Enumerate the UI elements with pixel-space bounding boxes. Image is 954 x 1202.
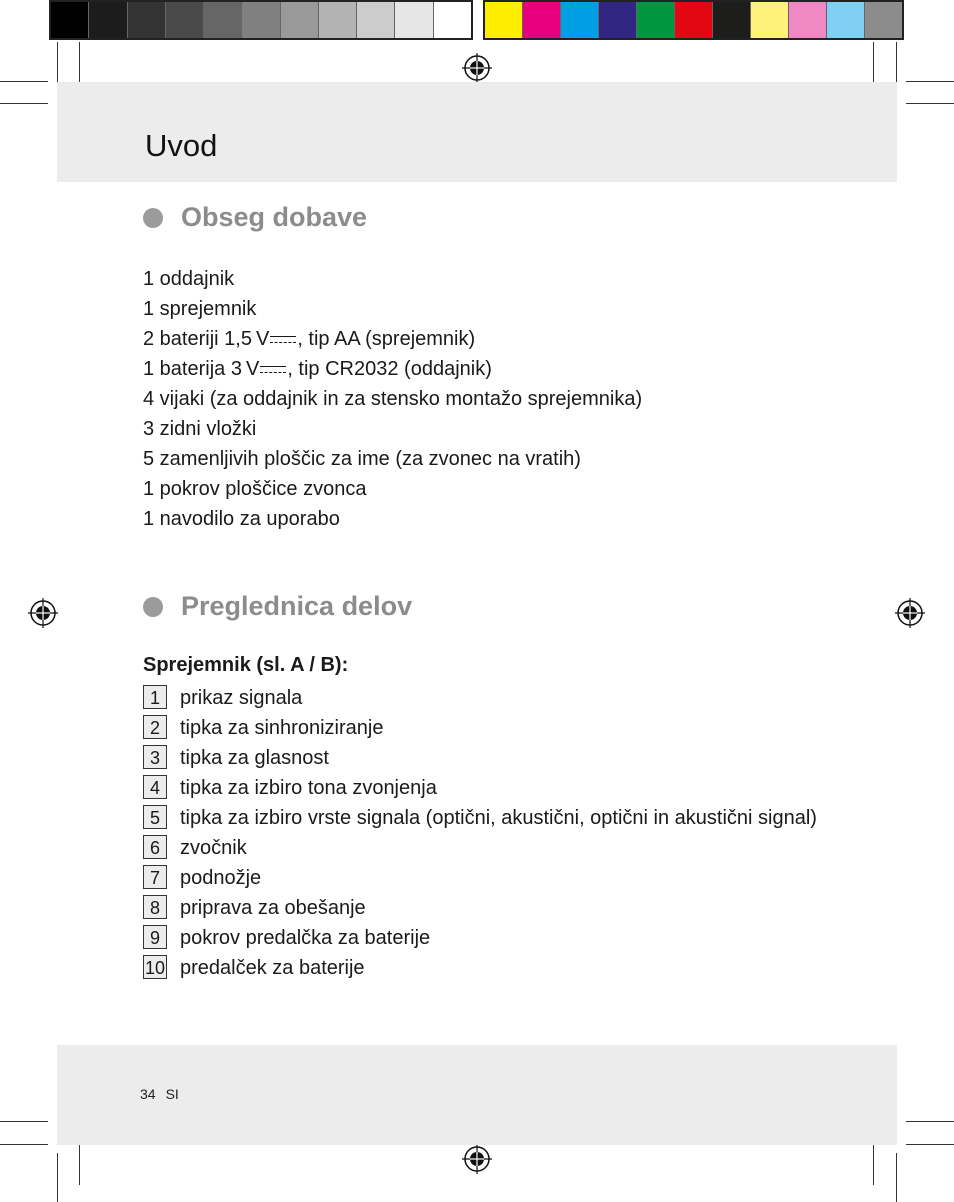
part-label: tipka za sinhroniziranje	[180, 717, 384, 739]
gray-swatch	[51, 2, 88, 38]
grayscale-calibration-bar	[49, 0, 473, 40]
section-title-text: Preglednica delov	[181, 591, 413, 621]
registration-mark-icon	[28, 598, 58, 628]
page-number: 34	[140, 1086, 156, 1102]
part-item	[143, 773, 843, 803]
registration-mark-icon	[462, 53, 492, 83]
gray-swatch	[127, 2, 165, 38]
part-label: tipka za izbiro vrste signala (optični, akustični, optični in akustični signal)	[180, 807, 817, 829]
color-swatch	[485, 2, 522, 38]
crop-mark	[57, 42, 58, 82]
part-number-badge: 10	[143, 955, 167, 979]
part-label: tipka za izbiro tona zvonjenja	[180, 777, 437, 799]
part-label: zvočnik	[180, 837, 247, 859]
part-item	[143, 803, 843, 833]
crop-mark	[0, 1144, 48, 1145]
page-footer	[140, 1086, 179, 1102]
part-number-badge: 1	[143, 685, 167, 709]
part-item	[143, 743, 843, 773]
color-swatch	[636, 2, 674, 38]
list-item: 1 baterija 3 V , tip CR2032 (oddajnik)	[143, 358, 492, 380]
crop-mark	[0, 81, 48, 82]
crop-mark	[906, 1144, 954, 1145]
parts-list	[143, 683, 843, 983]
gray-swatch	[433, 2, 471, 38]
color-swatch	[788, 2, 826, 38]
crop-mark	[0, 1121, 48, 1122]
part-item	[143, 833, 843, 863]
bullet-icon	[143, 208, 163, 228]
section-title-overview	[143, 591, 412, 622]
part-item	[143, 953, 843, 983]
part-item	[143, 863, 843, 893]
part-number-badge: 5	[143, 805, 167, 829]
part-label: pokrov predalčka za baterije	[180, 927, 431, 949]
scope-of-delivery-list	[143, 264, 642, 534]
crop-mark	[79, 42, 80, 82]
gray-swatch	[394, 2, 432, 38]
part-number-badge: 8	[143, 895, 167, 919]
crop-mark	[0, 103, 48, 104]
part-number-badge: 3	[143, 745, 167, 769]
crop-mark	[906, 1121, 954, 1122]
part-item	[143, 683, 843, 713]
color-swatch	[750, 2, 788, 38]
section-title-text: Obseg dobave	[181, 202, 368, 232]
color-swatch	[674, 2, 712, 38]
gray-swatch	[280, 2, 318, 38]
gray-swatch	[203, 2, 241, 38]
part-item	[143, 713, 843, 743]
crop-mark	[873, 1139, 874, 1185]
part-item	[143, 923, 843, 953]
gray-swatch	[241, 2, 279, 38]
part-label: prikaz signala	[180, 687, 303, 709]
part-label: predalček za baterije	[180, 957, 365, 979]
registration-mark-icon	[895, 598, 925, 628]
list-item: 2 bateriji 1,5 V , tip AA (sprejemnik)	[143, 328, 476, 350]
crop-mark	[79, 1139, 80, 1185]
dc-voltage-icon	[270, 333, 296, 347]
part-label: podnožje	[180, 867, 262, 889]
part-number-badge: 7	[143, 865, 167, 889]
registration-mark-icon	[462, 1144, 492, 1174]
color-calibration-bar	[483, 0, 904, 40]
page-title: Uvod	[145, 128, 218, 163]
color-swatch	[522, 2, 560, 38]
list-item: 5 zamenljivih ploščic za ime (za zvonec na vratih)	[143, 448, 581, 470]
list-item: 1 pokrov ploščice zvonca	[143, 478, 367, 500]
bullet-icon	[143, 597, 163, 617]
footer-band	[57, 1045, 897, 1145]
part-number-badge: 2	[143, 715, 167, 739]
color-swatch	[712, 2, 750, 38]
receiver-subheading: Sprejemnik (sl. A / B):	[143, 654, 349, 676]
list-item: 3 zidni vložki	[143, 418, 257, 440]
crop-mark	[57, 1153, 58, 1202]
gray-swatch	[356, 2, 394, 38]
part-number-badge: 4	[143, 775, 167, 799]
part-label: priprava za obešanje	[180, 897, 366, 919]
list-item: 1 sprejemnik	[143, 298, 257, 320]
crop-mark	[906, 103, 954, 104]
color-swatch	[598, 2, 636, 38]
color-swatch	[864, 2, 902, 38]
part-number-badge: 9	[143, 925, 167, 949]
part-item	[143, 893, 843, 923]
crop-mark	[896, 1153, 897, 1202]
color-swatch	[560, 2, 598, 38]
list-item: 1 navodilo za uporabo	[143, 508, 340, 530]
crop-mark	[873, 42, 874, 82]
gray-swatch	[318, 2, 356, 38]
part-number-badge: 6	[143, 835, 167, 859]
gray-swatch	[88, 2, 126, 38]
gray-swatch	[165, 2, 203, 38]
part-label: tipka za glasnost	[180, 747, 329, 769]
crop-mark	[906, 81, 954, 82]
color-swatch	[826, 2, 864, 38]
crop-mark	[896, 42, 897, 82]
list-item: 4 vijaki (za oddajnik in za stensko montažo sprejemnika)	[143, 388, 643, 410]
language-code: SI	[165, 1086, 179, 1102]
list-item: 1 oddajnik	[143, 268, 235, 290]
dc-voltage-icon	[260, 363, 286, 377]
section-title-scope	[143, 202, 367, 233]
